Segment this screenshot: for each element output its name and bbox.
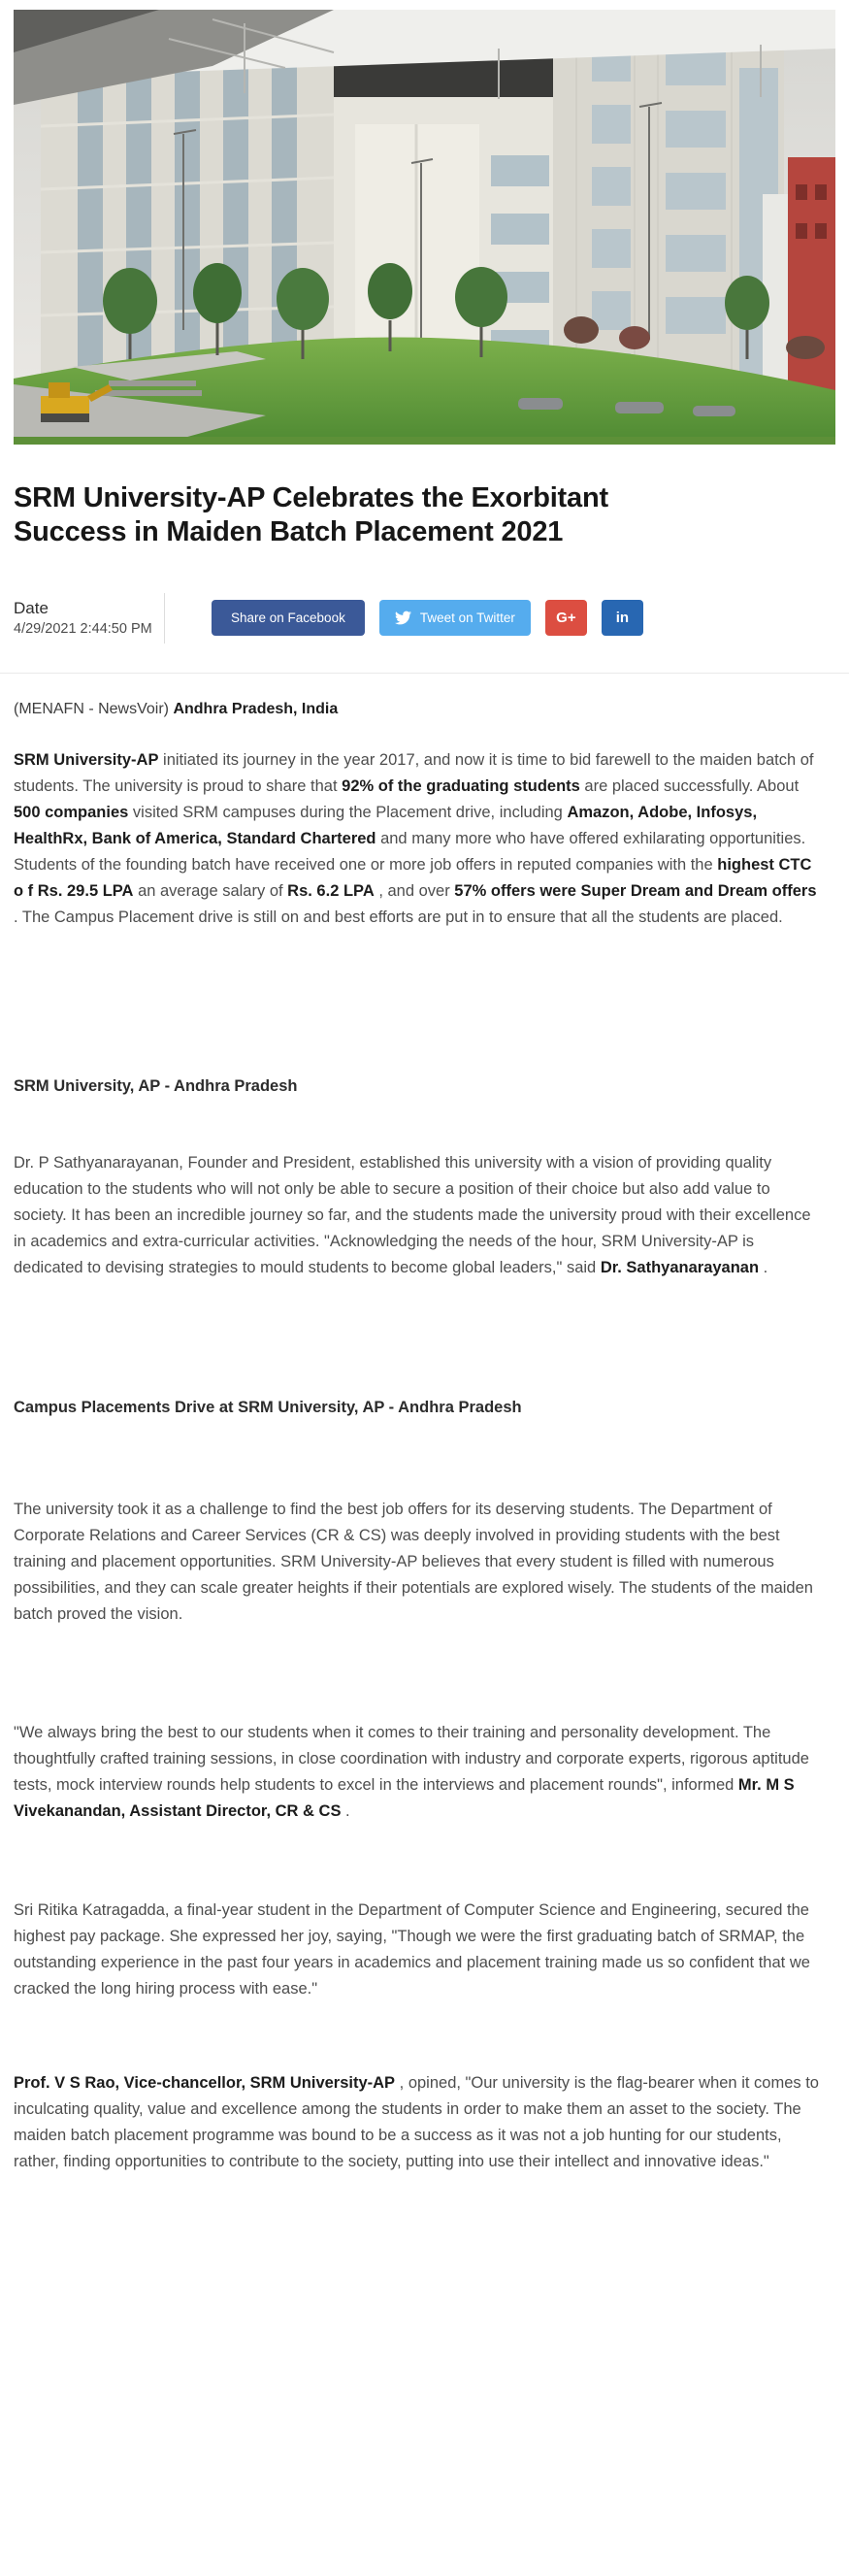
text: The university took it as a challenge to find the best job offers for its deserving students. The Department of Corporate Relations and Career Services (CR & CS) was deeply involved in providing students with the best training and placement opportunities. SRM University-AP believes that every student is filled with numerous possibilities, and they can scale greater heights if their potentials are explored wisely. The students of the maiden batch proved the vision.	[14, 1500, 813, 1623]
text: and many more who have offered exhilarating opportunities. Students of the founding batch have received one or more job offers in reputed companies with the	[14, 829, 806, 874]
bold-text: Andhra Pradesh, India	[173, 700, 339, 717]
bold-text: Prof. V S Rao, Vice-chancellor, SRM University-AP	[14, 2073, 396, 2092]
section-divider	[0, 673, 849, 674]
source-line	[14, 701, 835, 718]
share-googleplus-button[interactable]: G+	[545, 600, 587, 636]
share-twitter-label: Tweet on Twitter	[419, 611, 515, 626]
article-paragraph	[14, 1497, 821, 1628]
article-subheading: SRM University, AP - Andhra Pradesh	[14, 1076, 298, 1095]
text: "We always bring the best to our students when it comes to their training and personality development. The thoughtfully crafted training sessions, in close coordination with industry and corporate experts, rigorous aptitude tests, mock interview rounds help students to excel in the interviews and placement rounds", informed	[14, 1723, 809, 1794]
text: (MENAFN - NewsVoir)	[14, 700, 174, 717]
bold-text: SRM University-AP	[14, 750, 159, 769]
twitter-bird-icon	[395, 610, 411, 626]
article-paragraph	[14, 1720, 821, 1825]
article-paragraph	[14, 2070, 821, 2175]
text: , and over	[374, 881, 455, 900]
bold-text: 500 companies	[14, 803, 129, 821]
text: .	[341, 1801, 350, 1820]
article-paragraph	[14, 1898, 821, 2002]
bold-text: Dr. Sathyanarayanan	[600, 1259, 760, 1277]
text: Dr. P Sathyanarayanan, Founder and President, established this university with a vision of providing quality education to the students who will not only be able to secure a position of their choice but also add value to society. It has been an incredible journey so far, and the students made the university proud with their excellence in academics and extra-curricular activities. "Acknowledging the needs of the hour, SRM University-AP is dedicated to devising strategies to mould students to become global leaders," said	[14, 1154, 811, 1277]
date-label: Date	[14, 598, 49, 617]
campus-photo	[14, 10, 835, 445]
article-body	[14, 747, 835, 2175]
article-title: SRM University-AP Celebrates the Exorbitant Success in Maiden Batch Placement 2021	[14, 482, 608, 548]
text: , opined, "Our university is the flag-bearer when it comes to inculcating quality, value and excellence among the students in order to make them an asset to the society. The maiden batch placement programme was bound to be a success as it was not a job hunting for our students, rather, finding opportunities to contribute to the society, putting into use their intellect and innovative ideas."	[14, 2073, 819, 2170]
bold-text: Rs. 6.2 LPA	[287, 881, 375, 900]
bold-text: 92% of the graduating students	[342, 776, 580, 795]
article-paragraph	[14, 1150, 821, 1281]
bold-text: Amazon, Adobe, Infosys, HealthRx, Bank of America, Standard Chartered	[14, 803, 758, 847]
date-block	[14, 600, 164, 637]
share-linkedin-button[interactable]: in	[602, 600, 643, 636]
article-subheading: Campus Placements Drive at SRM University, AP - Andhra Pradesh	[14, 1399, 522, 1417]
meta-divider	[164, 593, 165, 644]
text: . The Campus Placement drive is still on and best efforts are put in to ensure that all the students are placed.	[14, 908, 783, 926]
share-twitter-button[interactable]	[379, 600, 531, 636]
bold-text: Mr. M S Vivekanandan, Assistant Director, CR & CS	[14, 1775, 795, 1820]
share-buttons	[212, 600, 643, 636]
article-paragraph	[14, 747, 821, 931]
text: initiated its journey in the year 2017, and now it is time to bid farewell to the maiden batch of students. The university is proud to share that	[14, 750, 814, 795]
text: are placed successfully. About	[579, 776, 800, 795]
text: an average salary of	[133, 881, 288, 900]
text: visited SRM campuses during the Placement drive, including	[128, 803, 568, 821]
hero-image	[14, 10, 835, 445]
article-meta-row	[14, 593, 835, 644]
bold-text: 57% offers were Super Dream and Dream offers	[454, 881, 817, 900]
date-value: 4/29/2021 2:44:50 PM	[14, 620, 152, 637]
share-facebook-button[interactable]: Share on Facebook	[212, 600, 365, 636]
bold-text: highest CTC o f Rs. 29.5 LPA	[14, 855, 812, 900]
text: Sri Ritika Katragadda, a final-year student in the Department of Computer Science and Engineering, secured the highest pay package. She expressed her joy, saying, "Though we were the first graduating batch of SRMAP, the outstanding experience in the past four years in academics and placement training made us so confident that we cracked the long hiring process with ease."	[14, 1900, 810, 1998]
text: .	[759, 1259, 768, 1277]
